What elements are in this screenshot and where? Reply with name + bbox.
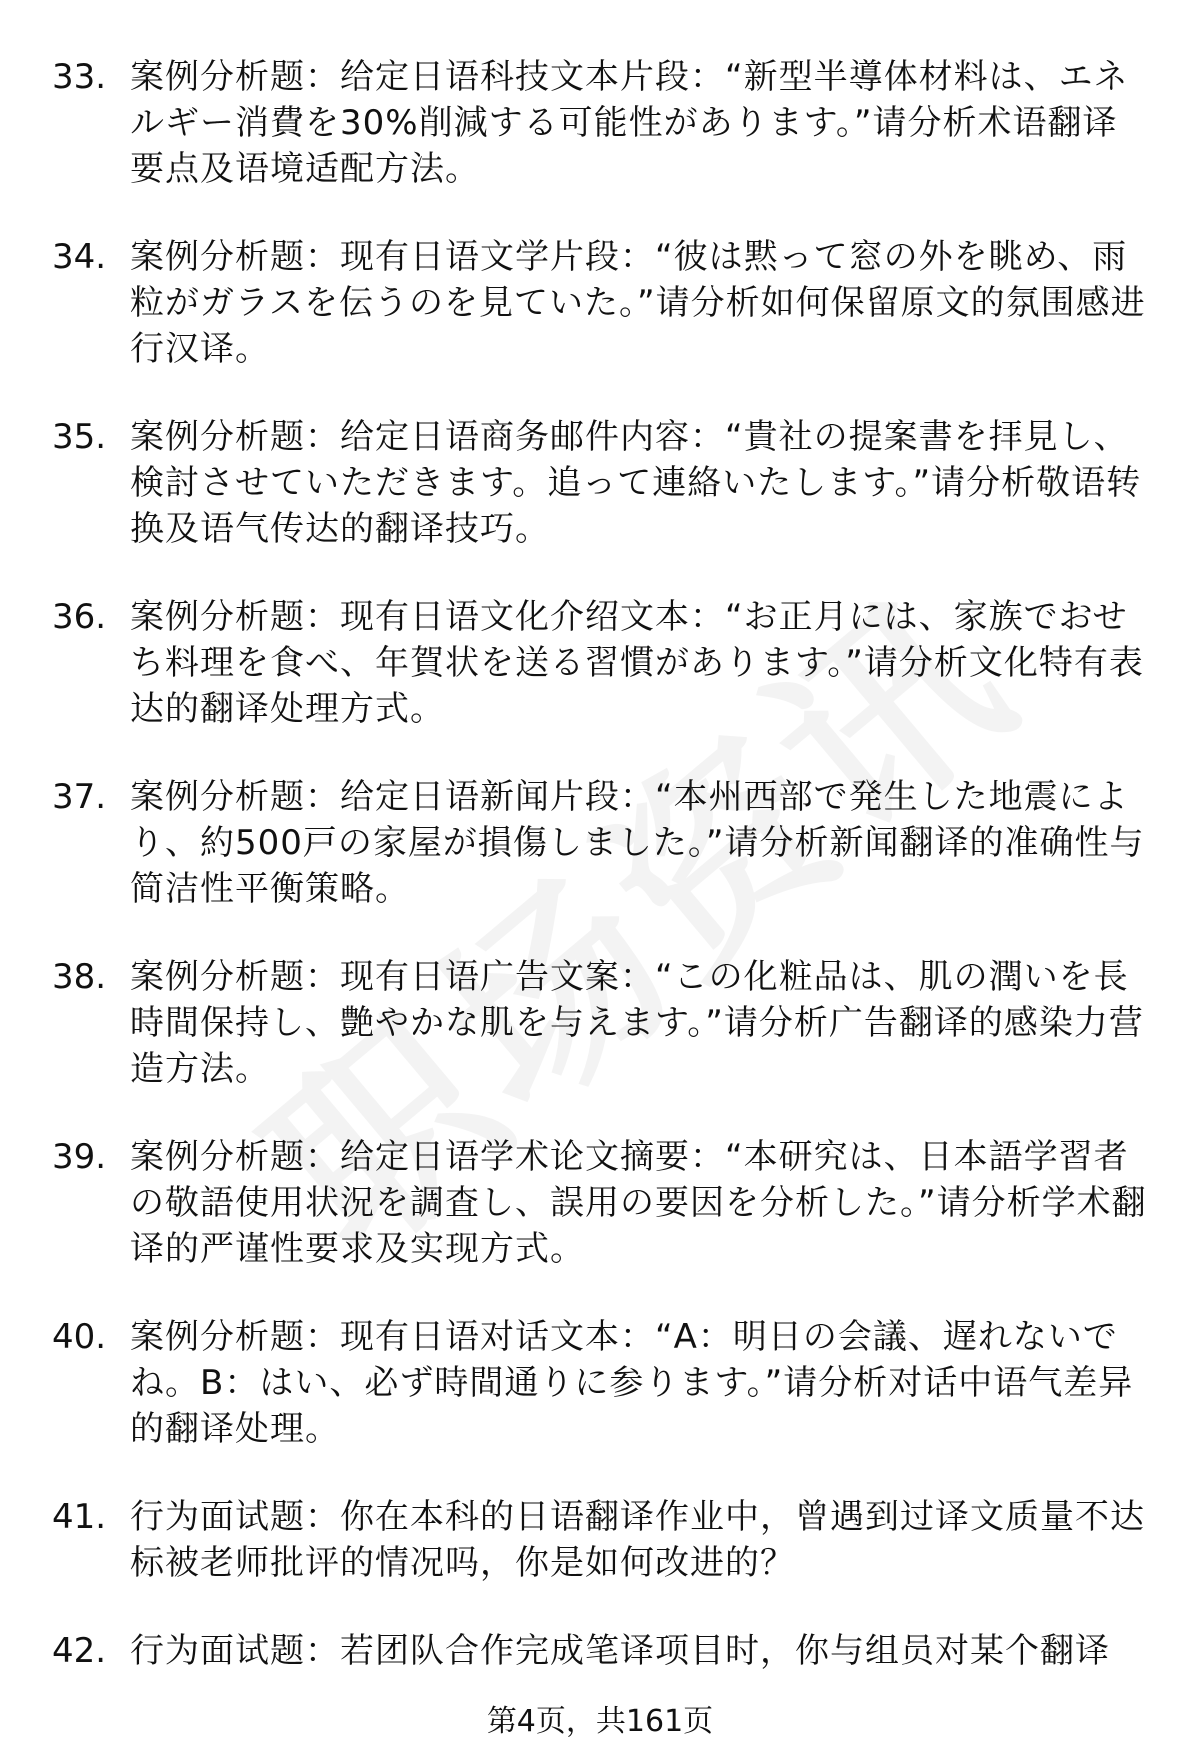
question-item	[52, 1494, 1150, 1586]
question-number: 37.	[52, 777, 107, 817]
question-item	[52, 54, 1150, 192]
question-item	[52, 1134, 1150, 1272]
question-text: 案例分析题：现有日语文学片段：“彼は黙って窓の外を眺め、雨粒がガラスを伝うのを見ていた。”请分析如何保留原文的氛围感进行汉译。	[130, 237, 1146, 369]
question-number: 41.	[52, 1497, 107, 1537]
question-number: 39.	[52, 1137, 107, 1177]
question-number: 38.	[52, 957, 107, 997]
question-text: 案例分析题：现有日语对话文本：“A：明日の会議、遅れないでね。B：はい、必ず時間通りに参ります。”请分析对话中语气差异的翻译处理。	[130, 1317, 1134, 1449]
question-number: 36.	[52, 597, 107, 637]
question-list	[52, 54, 1150, 1674]
question-item	[52, 954, 1150, 1092]
question-text: 案例分析题：给定日语商务邮件内容：“貴社の提案書を拝見し、検討させていただきます。追って連絡いたします。”请分析敬语转换及语气传达的翻译技巧。	[130, 417, 1142, 549]
question-text: 案例分析题：现有日语广告文案：“この化粧品は、肌の潤いを長時間保持し、艶やかな肌を与えます。”请分析广告翻译的感染力营造方法。	[130, 957, 1144, 1089]
question-item	[52, 774, 1150, 912]
question-text: 案例分析题：给定日语学术论文摘要：“本研究は、日本語学習者の敬語使用状況を調査し、誤用の要因を分析した。”请分析学术翻译的严谨性要求及实现方式。	[130, 1137, 1147, 1269]
question-item	[52, 594, 1150, 732]
page-footer: 第4页，共161页	[486, 1704, 714, 1739]
question-item	[52, 414, 1150, 552]
question-number: 40.	[52, 1317, 107, 1357]
question-text: 案例分析题：给定日语科技文本片段：“新型半導体材料は、エネルギー消費を30%削減する可能性があります。”请分析术语翻译要点及语境适配方法。	[130, 57, 1129, 189]
question-number: 34.	[52, 237, 107, 277]
question-text: 行为面试题：若团队合作完成笔译项目时，你与组员对某个翻译	[130, 1631, 1110, 1671]
question-number: 33.	[52, 57, 107, 97]
question-item	[52, 1314, 1150, 1452]
question-item	[52, 1628, 1150, 1674]
question-text: 案例分析题：现有日语文化介绍文本：“お正月には、家族でおせち料理を食べ、年賀状を送る習慣があります。”请分析文化特有表达的翻译处理方式。	[130, 597, 1144, 729]
question-item	[52, 234, 1150, 372]
question-number: 35.	[52, 417, 107, 457]
question-number: 42.	[52, 1631, 107, 1671]
question-text: 案例分析题：给定日语新闻片段：“本州西部で発生した地震により、約500戸の家屋が損傷しました。”请分析新闻翻译的准确性与简洁性平衡策略。	[130, 777, 1145, 909]
question-text: 行为面试题：你在本科的日语翻译作业中，曾遇到过译文质量不达标被老师批评的情况吗，你是如何改进的？	[130, 1497, 1145, 1583]
